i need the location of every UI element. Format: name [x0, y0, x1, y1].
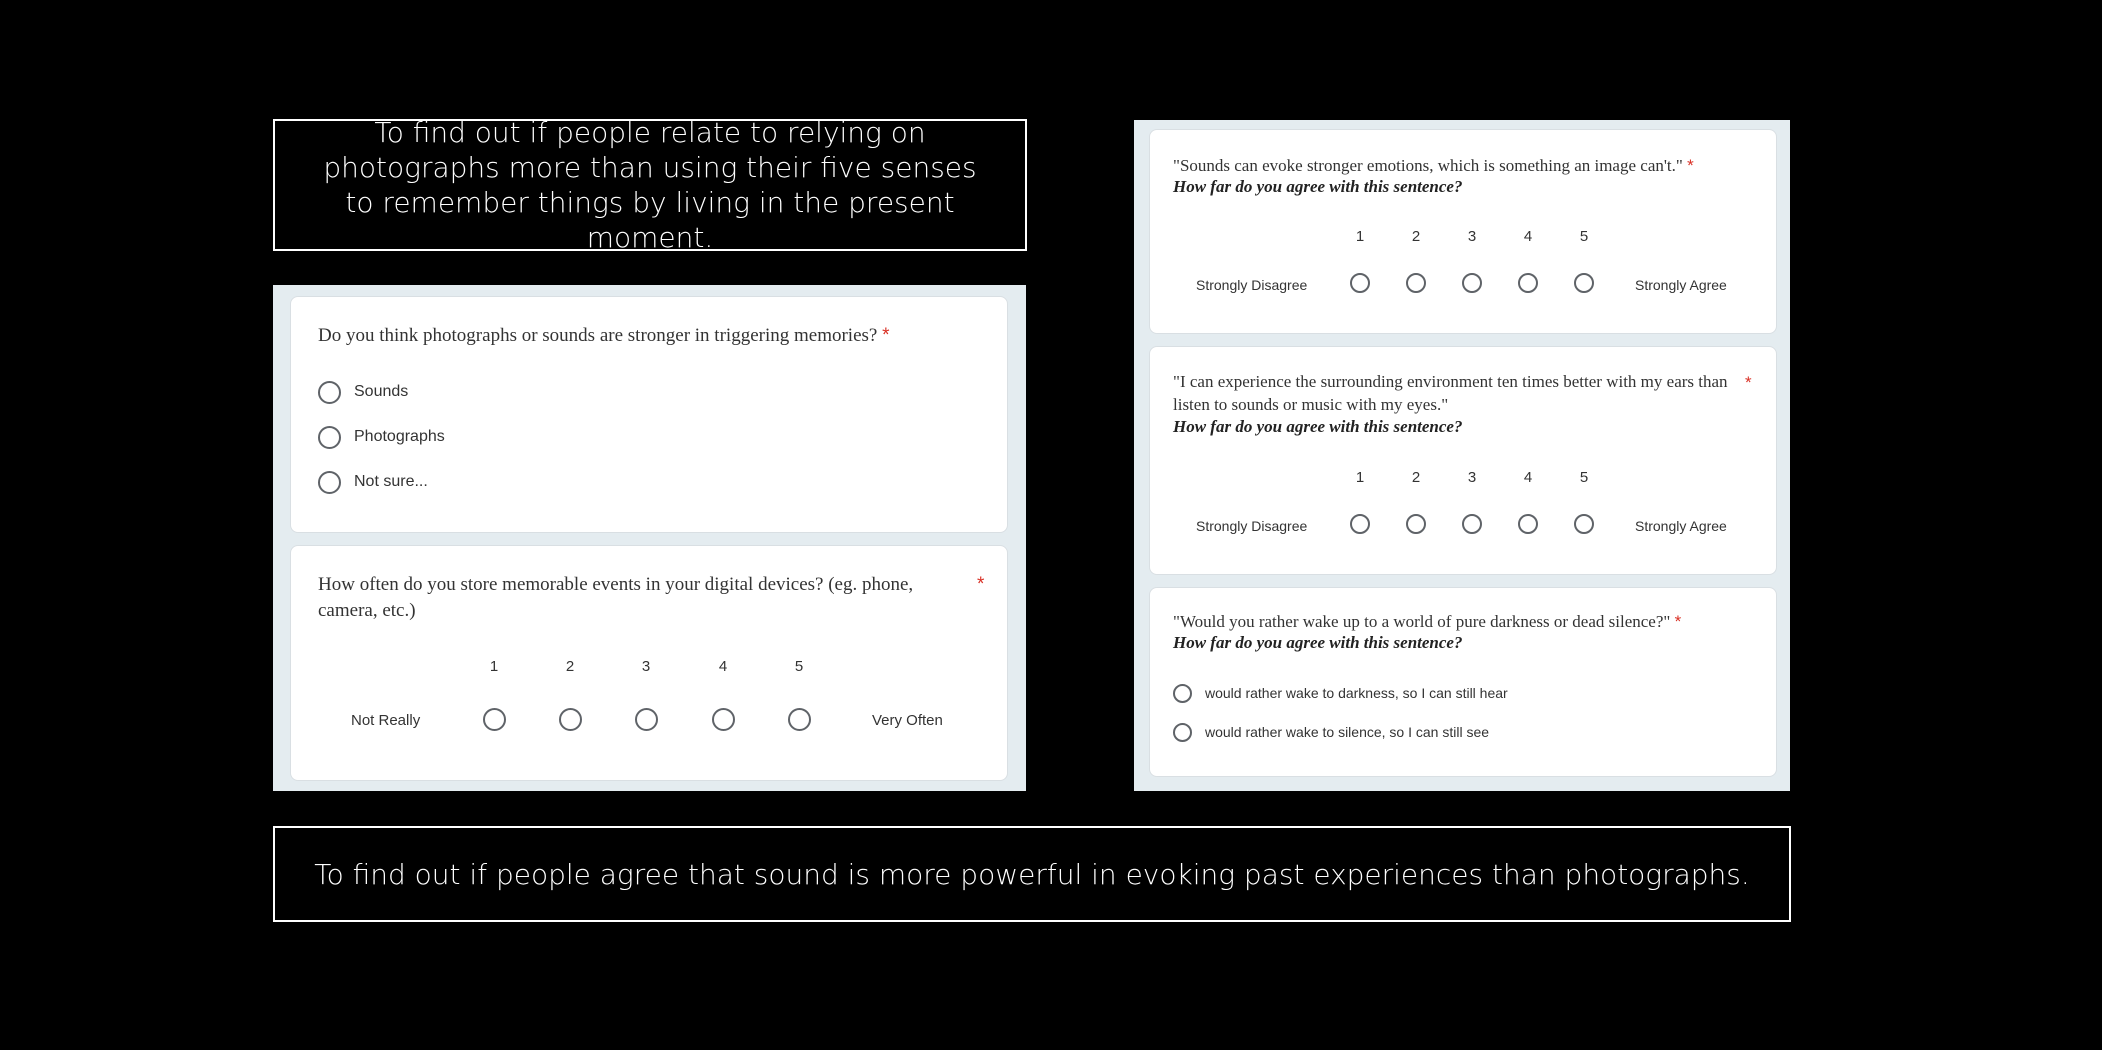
question-card-darkness-silence — [1149, 587, 1777, 777]
scale-number: 3 — [1467, 228, 1477, 245]
caption-bottom-text: To find out if people agree that sound is more powerful in evoking past experiences than photographs. — [314, 857, 1750, 891]
question-card-ears-environment — [1149, 346, 1777, 575]
scale-radio-3[interactable] — [1462, 514, 1482, 534]
question-title: "Sounds can evoke stronger emotions, which is something an image can't." * — [1173, 156, 1694, 175]
scale-number: 4 — [718, 658, 728, 675]
scale-radio-1[interactable] — [483, 708, 506, 731]
option-label: Photographs — [354, 428, 445, 445]
question-card-digital-devices — [290, 545, 1008, 781]
caption-bottom — [273, 826, 1791, 922]
question-title: Do you think photographs or sounds are stronger in triggering memories? * — [318, 325, 890, 346]
question-title: "I can experience the surrounding environment ten times better with my ears than listen to sounds or music with my eyes." — [1173, 372, 1728, 414]
scale-number: 3 — [1467, 469, 1477, 486]
scale-number: 1 — [1355, 228, 1365, 245]
scale-number: 2 — [1411, 469, 1421, 486]
radio-silence[interactable] — [1173, 723, 1192, 742]
scale-number: 4 — [1523, 228, 1533, 245]
scale-number: 2 — [1411, 228, 1421, 245]
scale-number: 1 — [489, 658, 499, 675]
option-label: would rather wake to silence, so I can still see — [1205, 724, 1490, 740]
survey-panel-right — [1134, 120, 1790, 791]
scale-radio-1[interactable] — [1350, 273, 1370, 293]
scale-low-label: Strongly Disagree — [1196, 277, 1308, 293]
scale-number: 4 — [1523, 469, 1533, 486]
survey-panel-left — [273, 285, 1026, 791]
scale-radio-2[interactable] — [1406, 273, 1426, 293]
scale-radio-3[interactable] — [1462, 273, 1482, 293]
required-asterisk: * — [1674, 612, 1682, 631]
scale-number: 3 — [641, 658, 651, 675]
radio-sounds[interactable] — [318, 381, 341, 404]
radio-photographs[interactable] — [318, 426, 341, 449]
scale-radio-5[interactable] — [1574, 273, 1594, 293]
scale-radio-5[interactable] — [1574, 514, 1594, 534]
required-asterisk: * — [1687, 156, 1694, 175]
scale-number: 1 — [1355, 469, 1365, 486]
question-card-photos-vs-sounds — [290, 296, 1008, 533]
radio-not-sure[interactable] — [318, 471, 341, 494]
caption-top-text: To find out if people relate to relying on photographs more than using their five senses to remember things by living in the present moment. — [323, 116, 977, 254]
scale-radio-1[interactable] — [1350, 514, 1370, 534]
option-label: Sounds — [354, 383, 409, 400]
scale-radio-4[interactable] — [1518, 273, 1538, 293]
scale-low-label: Not Really — [351, 712, 421, 729]
question-subtitle: How far do you agree with this sentence? — [1173, 177, 1463, 196]
question-subtitle: How far do you agree with this sentence? — [1173, 417, 1463, 436]
scale-radio-4[interactable] — [1518, 514, 1538, 534]
question-title: "Would you rather wake up to a world of pure darkness or dead silence?" * — [1173, 612, 1682, 631]
caption-top — [273, 116, 1027, 254]
required-asterisk: * — [1745, 373, 1752, 392]
required-asterisk: * — [977, 574, 985, 595]
scale-radio-4[interactable] — [712, 708, 735, 731]
option-label: would rather wake to darkness, so I can still hear — [1205, 685, 1508, 701]
scale-radio-2[interactable] — [1406, 514, 1426, 534]
option-label: Not sure... — [354, 473, 428, 490]
scale-number: 5 — [794, 658, 804, 675]
radio-darkness[interactable] — [1173, 684, 1192, 703]
scale-radio-2[interactable] — [559, 708, 582, 731]
scale-number: 5 — [1579, 228, 1589, 245]
scale-number: 2 — [565, 658, 575, 675]
scale-radio-5[interactable] — [788, 708, 811, 731]
scale-radio-3[interactable] — [635, 708, 658, 731]
question-title: How often do you store memorable events in your digital devices? (eg. phone, camera, etc.) — [318, 574, 914, 621]
scale-number: 5 — [1579, 469, 1589, 486]
question-subtitle: How far do you agree with this sentence? — [1173, 633, 1463, 652]
scale-high-label: Very Often — [872, 712, 943, 729]
required-asterisk: * — [882, 325, 890, 346]
scale-high-label: Strongly Agree — [1635, 518, 1727, 534]
question-card-sounds-emotions — [1149, 129, 1777, 334]
scale-low-label: Strongly Disagree — [1196, 518, 1308, 534]
scale-high-label: Strongly Agree — [1635, 277, 1727, 293]
